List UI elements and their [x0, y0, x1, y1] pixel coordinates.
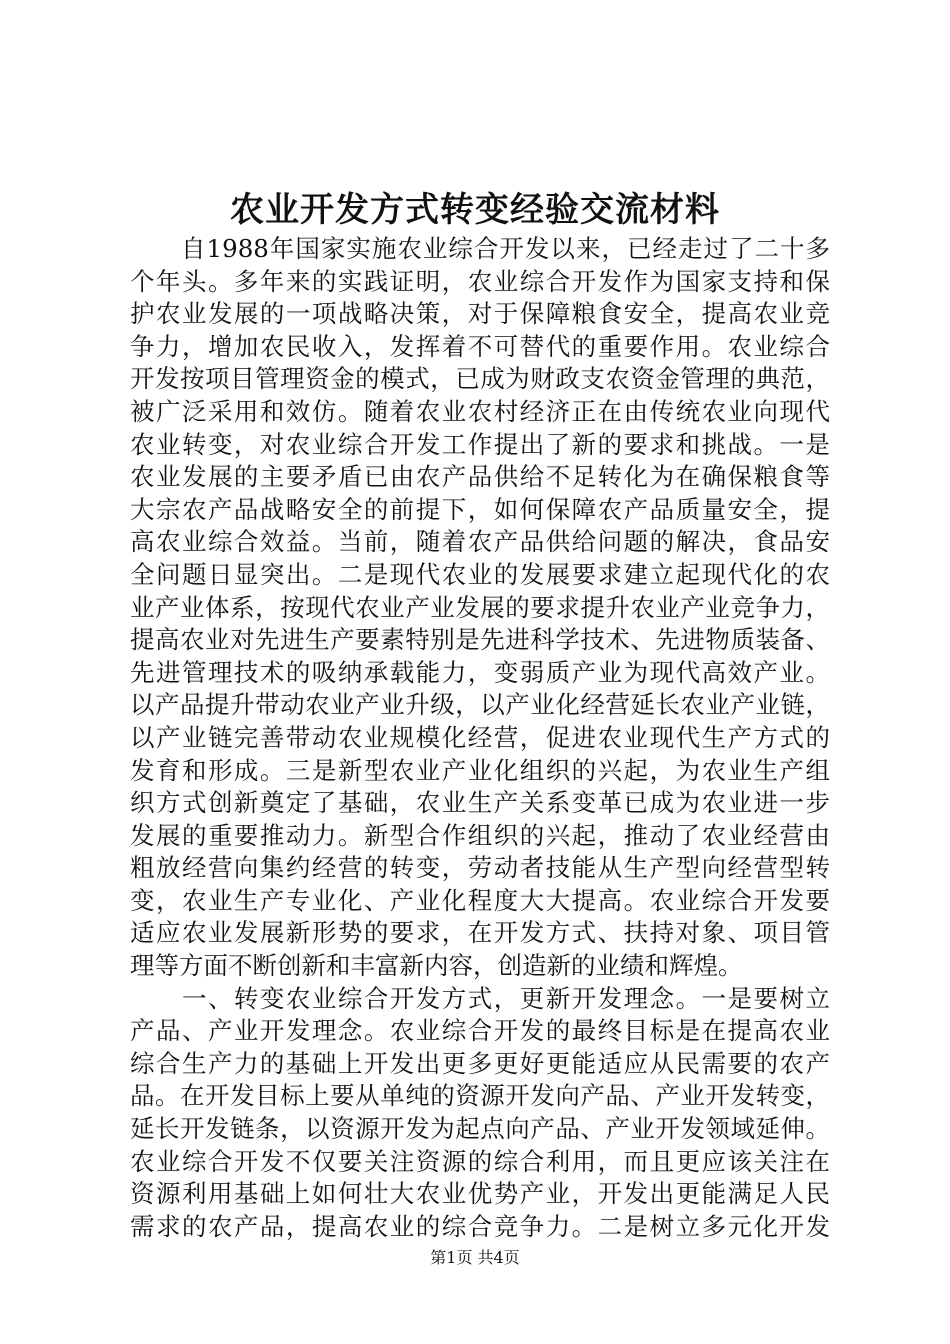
- body-line: 一、转变农业综合开发方式，更新开发理念。一是要树立: [130, 983, 830, 1013]
- body-line: 先进管理技术的吸纳承载能力，变弱质产业为现代高效产业。: [130, 657, 830, 687]
- body-line: 以产品提升带动农业产业升级，以产业化经营延长农业产业链，: [130, 690, 830, 720]
- body-line: 产品、产业开发理念。农业综合开发的最终目标是在提高农业: [130, 1016, 830, 1046]
- body-line: 综合生产力的基础上开发出更多更好更能适应从民需要的农产: [130, 1048, 830, 1078]
- body-line: 发展的重要推动力。新型合作组织的兴起，推动了农业经营由: [130, 820, 830, 850]
- body-line: 农业转变，对农业综合开发工作提出了新的要求和挑战。一是: [130, 429, 830, 459]
- body-line: 被广泛采用和效仿。随着农业农村经济正在由传统农业向现代: [130, 396, 830, 426]
- body-line: 变，农业生产专业化、产业化程度大大提高。农业综合开发要: [130, 885, 830, 915]
- document-body: [130, 233, 830, 1243]
- body-line: 农业发展的主要矛盾已由农产品供给不足转化为在确保粮食等: [130, 462, 830, 492]
- body-line: 粗放经营向集约经营的转变，劳动者技能从生产型向经营型转: [130, 853, 830, 883]
- body-line: 争力，增加农民收入，发挥着不可替代的重要作用。农业综合: [130, 331, 830, 361]
- body-line: 护农业发展的一项战略决策，对于保障粮食安全，提高农业竞: [130, 299, 830, 329]
- body-line: 自1988年国家实施农业综合开发以来，已经走过了二十多: [130, 234, 830, 263]
- body-line: 以产业链完善带动农业规模化经营，促进农业现代生产方式的: [130, 722, 830, 752]
- document-title: 农业开发方式转变经验交流材料: [230, 190, 720, 230]
- body-line: 适应农业发展新形势的要求，在开发方式、扶持对象、项目管: [130, 918, 830, 948]
- body-line: 个年头。多年来的实践证明，农业综合开发作为国家支持和保: [130, 266, 830, 296]
- body-line: 品。在开发目标上要从单纯的资源开发向产品、产业开发转变，: [130, 1081, 830, 1111]
- body-line: 织方式创新奠定了基础，农业生产关系变革已成为农业进一步: [130, 788, 830, 818]
- body-line: 全问题日显突出。二是现代农业的发展要求建立起现代化的农: [130, 559, 830, 589]
- body-line: 农业综合开发不仅要关注资源的综合利用，而且更应该关注在: [130, 1146, 830, 1176]
- body-line: 业产业体系，按现代农业产业发展的要求提升农业产业竞争力，: [130, 592, 830, 622]
- body-line: 资源利用基础上如何壮大农业优势产业，开发出更能满足人民: [130, 1179, 830, 1209]
- page-footer: 第1页 共4页: [430, 1248, 520, 1267]
- body-line: 需求的农产品，提高农业的综合竞争力。二是树立多元化开发: [130, 1211, 830, 1241]
- body-line: 大宗农产品战略安全的前提下，如何保障农产品质量安全，提: [130, 494, 830, 524]
- body-line: 提高农业对先进生产要素特别是先进科学技术、先进物质装备、: [130, 625, 830, 655]
- body-line: 高农业综合效益。当前，随着农产品供给问题的解决，食品安: [130, 527, 830, 557]
- body-line: 开发按项目管理资金的模式，已成为财政支农资金管理的典范，: [130, 364, 830, 394]
- body-line: 理等方面不断创新和丰富新内容，创造新的业绩和辉煌。: [130, 951, 743, 981]
- body-line: 延长开发链条，以资源开发为起点向产品、产业开发领域延伸。: [130, 1114, 830, 1144]
- body-line: 发育和形成。三是新型农业产业化组织的兴起，为农业生产组: [130, 755, 830, 785]
